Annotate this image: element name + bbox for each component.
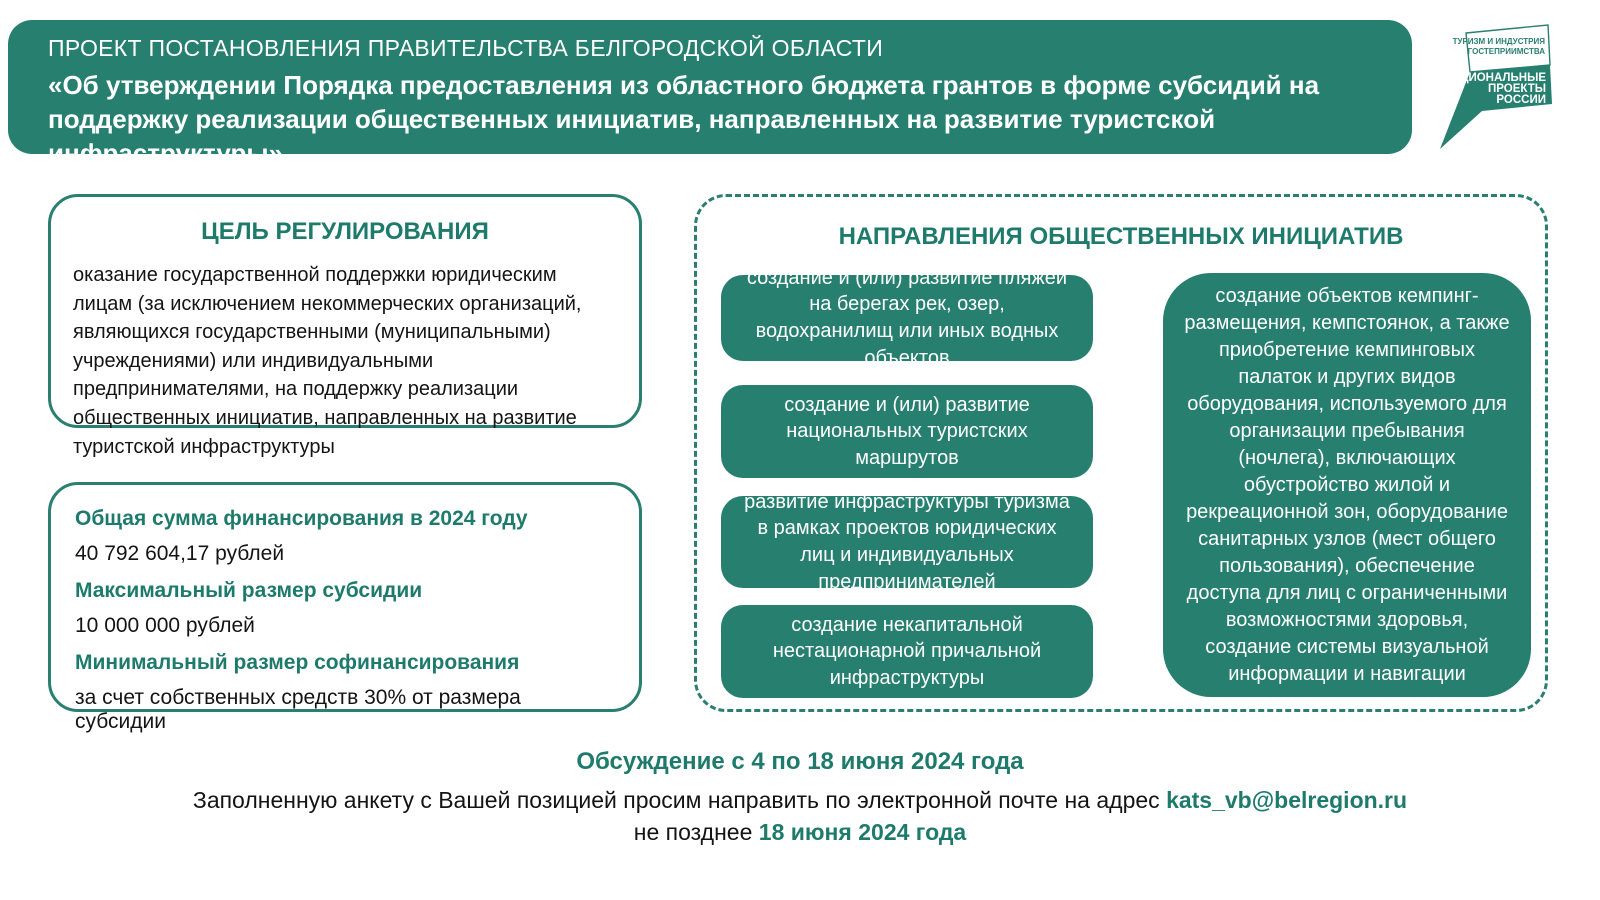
goal-box-body: оказание государственной поддержки юридическим лицам (за исключением некоммерческих организаций, являющихся государственными (муниципальными) учреждениями) или индивидуальными предпринимателями, на поддержку реализации общественных инициатив, направленных на развитие туристской инфраструктуры bbox=[73, 264, 582, 458]
header-kicker: ПРОЕКТ ПОСТАНОВЛЕНИЯ ПРАВИТЕЛЬСТВА БЕЛГОРОДСКОЙ ОБЛАСТИ bbox=[48, 35, 884, 61]
goal-box bbox=[48, 194, 642, 458]
deadline-prefix: не позднее bbox=[633, 819, 759, 845]
funding-max-value: 10 000 000 рублей bbox=[75, 614, 255, 637]
funding-min-value: за счет собственных средств 30% от размера субсидии bbox=[75, 686, 521, 733]
discussion-period: Обсуждение с 4 по 18 июня 2024 года bbox=[576, 748, 1024, 775]
funding-total-value: 40 792 604,17 рублей bbox=[75, 542, 285, 565]
direction-item-infrastructure: развитие инфраструктуры туризма в рамках проектов юридических лиц и индивидуальных предпринимателей bbox=[721, 496, 1093, 588]
submission-instruction-text: Заполненную анкету с Вашей позицией просим направить по электронной почте на адрес bbox=[192, 787, 1167, 813]
contact-email-link[interactable]: kats_vb@belregion.ru bbox=[1166, 787, 1408, 813]
funding-box bbox=[48, 482, 642, 733]
funding-total-label: Общая сумма финансирования в 2024 году bbox=[75, 507, 528, 530]
direction-item-routes: создание и (или) развитие национальных туристских маршрутов bbox=[721, 385, 1093, 478]
direction-item-beaches: создание и (или) развитие пляжей на берегах рек, озер, водохранилищ или иных водных объектов bbox=[721, 275, 1093, 361]
direction-item-camping: создание объектов кемпинг-размещения, кемпстоянок, а также приобретение кемпинговых палаток и других видов оборудования, используемого для организации пребывания (ночлега), включающих обустройство жилой и рекреационной зон, оборудование санитарных узлов (мест общего пользования), обеспечение доступа для лиц с ограниченными возможностями здоровья, создание системы визуальной информации и навигации bbox=[1163, 273, 1531, 697]
funding-max-label: Максимальный размер субсидии bbox=[75, 579, 423, 602]
deadline-date: 18 июня 2024 года bbox=[758, 819, 967, 845]
directions-title: НАПРАВЛЕНИЯ ОБЩЕСТВЕННЫХ ИНИЦИАТИВ bbox=[838, 223, 1404, 250]
logo-brand-line3: РОССИИ bbox=[1496, 94, 1546, 106]
goal-box-title: ЦЕЛЬ РЕГУЛИРОВАНИЯ bbox=[201, 218, 489, 245]
logo-tagline-line1: ТУРИЗМ И ИНДУСТРИЯ bbox=[1452, 37, 1545, 46]
logo-brand-line2: ПРОЕКТЫ bbox=[1488, 83, 1546, 95]
header-title: «Об утверждении Порядка предоставления из областного бюджета грантов в форме субсидий на поддержку реализации общественных инициатив, направленных на развитие туристской инфраструктуры» bbox=[48, 70, 1320, 168]
national-projects-logo bbox=[1432, 22, 1556, 154]
logo-brand-line1: НАЦИОНАЛЬНЫЕ bbox=[1443, 72, 1546, 84]
direction-item-piers: создание некапитальной нестационарной причальной инфраструктуры bbox=[721, 605, 1093, 698]
funding-min-label: Минимальный размер софинансирования bbox=[75, 651, 520, 674]
logo-tagline-line2: ГОСТЕПРИИМСТВА bbox=[1467, 47, 1545, 56]
header-banner bbox=[8, 20, 1412, 168]
submission-instruction bbox=[0, 787, 1600, 814]
deadline-line bbox=[0, 819, 1600, 846]
directions-box bbox=[694, 194, 1548, 712]
